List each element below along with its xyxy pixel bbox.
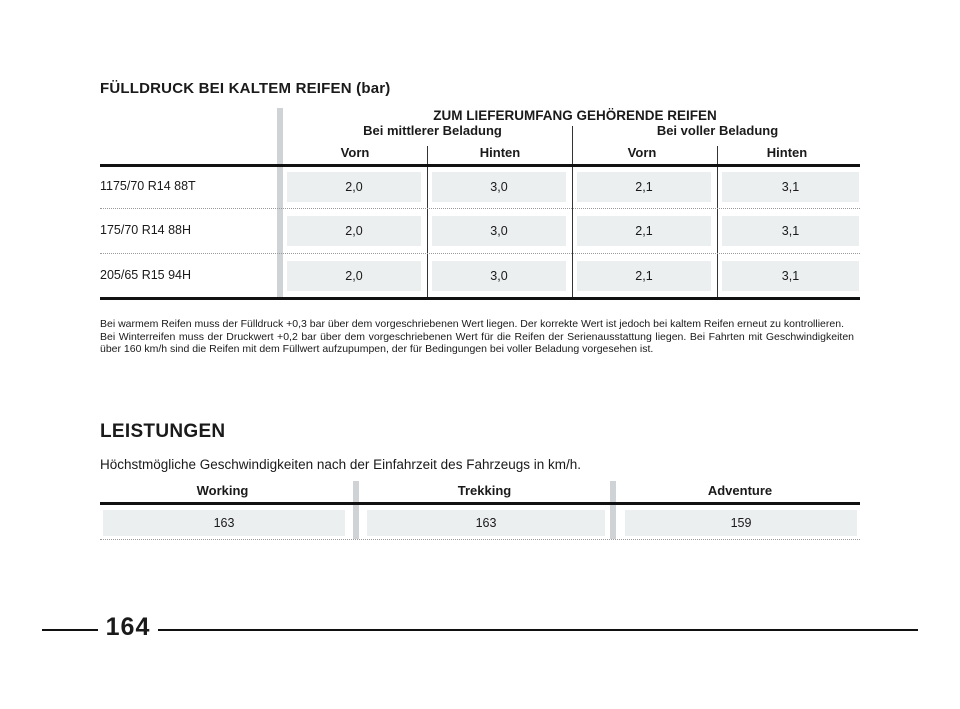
- column-divider: [427, 167, 428, 297]
- tyre-size-label: 205/65 R15 94H: [100, 268, 192, 282]
- col-header-front-full: Vorn: [627, 145, 657, 160]
- speed-cell: 163: [103, 510, 345, 536]
- table-separator-bar: [277, 108, 283, 300]
- speed-cell: 159: [625, 510, 857, 536]
- pressure-cell: 3,1: [722, 261, 859, 291]
- tyre-size-label: 175/70 R14 88H: [100, 223, 192, 237]
- pressure-cell: 3,1: [722, 216, 859, 246]
- header-divider: [717, 146, 718, 164]
- column-divider: [572, 167, 573, 297]
- pressure-cell: 3,0: [432, 172, 566, 202]
- col-header-rear-full: Hinten: [766, 145, 808, 160]
- col-header-trekking: Trekking: [457, 483, 512, 498]
- header-divider: [427, 146, 428, 164]
- header-rule: [100, 164, 860, 167]
- col-header-rear-medium: Hinten: [479, 145, 521, 160]
- table-bottom-rule: [100, 297, 860, 300]
- tyre-pressure-title-unit: (bar): [356, 80, 391, 97]
- tyre-pressure-title: [100, 80, 391, 97]
- tyre-pressure-table: [100, 108, 860, 300]
- group-header: ZUM LIEFERUMFANG GEHÖRENDE REIFEN: [433, 108, 717, 123]
- pressure-cell: 2,1: [577, 261, 711, 291]
- performance-subtitle: Höchstmögliche Geschwindigkeiten nach der Einfahrzeit des Fahrzeugs in km/h.: [100, 457, 581, 472]
- speed-cell: 163: [367, 510, 605, 536]
- col-header-adventure: Adventure: [707, 483, 773, 498]
- column-divider: [717, 167, 718, 297]
- header-rule: [100, 502, 860, 505]
- footer-rule-left: [42, 629, 98, 631]
- row-divider: [100, 208, 860, 209]
- header-divider: [572, 126, 573, 164]
- footer-rule-right: [158, 629, 918, 631]
- pressure-cell: 3,0: [432, 216, 566, 246]
- pressure-cell: 2,0: [287, 216, 421, 246]
- col-header-working: Working: [196, 483, 249, 498]
- row-divider: [100, 253, 860, 254]
- performance-title: LEISTUNGEN: [100, 421, 226, 442]
- tyre-size-label: 1175/70 R14 88T: [100, 179, 196, 193]
- table-bottom-rule: [100, 539, 860, 540]
- tyre-pressure-title-text: FÜLLDRUCK BEI KALTEM REIFEN: [100, 80, 352, 97]
- performance-table: [100, 478, 860, 542]
- note-winter-tyres: Bei Winterreifen muss der Druckwert +0,2 bar über dem vorgeschriebenen Wert für die Reifen der Serienausstattung liegen. Bei Fahrten mit Geschwindigkeiten über 160 km/h sind die Reifen mit dem Füllwert aufzupumpen, der für Bedingungen bei voller Beladung vorgesehen ist.: [100, 331, 854, 356]
- load-full-header: Bei voller Beladung: [656, 123, 779, 138]
- col-header-front-medium: Vorn: [340, 145, 370, 160]
- pressure-cell: 3,1: [722, 172, 859, 202]
- pressure-cell: 2,0: [287, 172, 421, 202]
- note-warm-tyres: Bei warmem Reifen muss der Fülldruck +0,3 bar über dem vorgeschriebenen Wert liegen. Der korrekte Wert ist jedoch bei kaltem Reifen erneut zu kontrollieren.: [100, 318, 844, 330]
- page-number: 164: [105, 613, 151, 641]
- pressure-cell: 2,0: [287, 261, 421, 291]
- pressure-cell: 2,1: [577, 172, 711, 202]
- load-medium-header: Bei mittlerer Beladung: [363, 123, 502, 138]
- table-separator-bar: [353, 481, 359, 539]
- table-separator-bar: [610, 481, 616, 539]
- pressure-cell: 3,0: [432, 261, 566, 291]
- tyre-pressure-notes: [100, 318, 854, 357]
- pressure-cell: 2,1: [577, 216, 711, 246]
